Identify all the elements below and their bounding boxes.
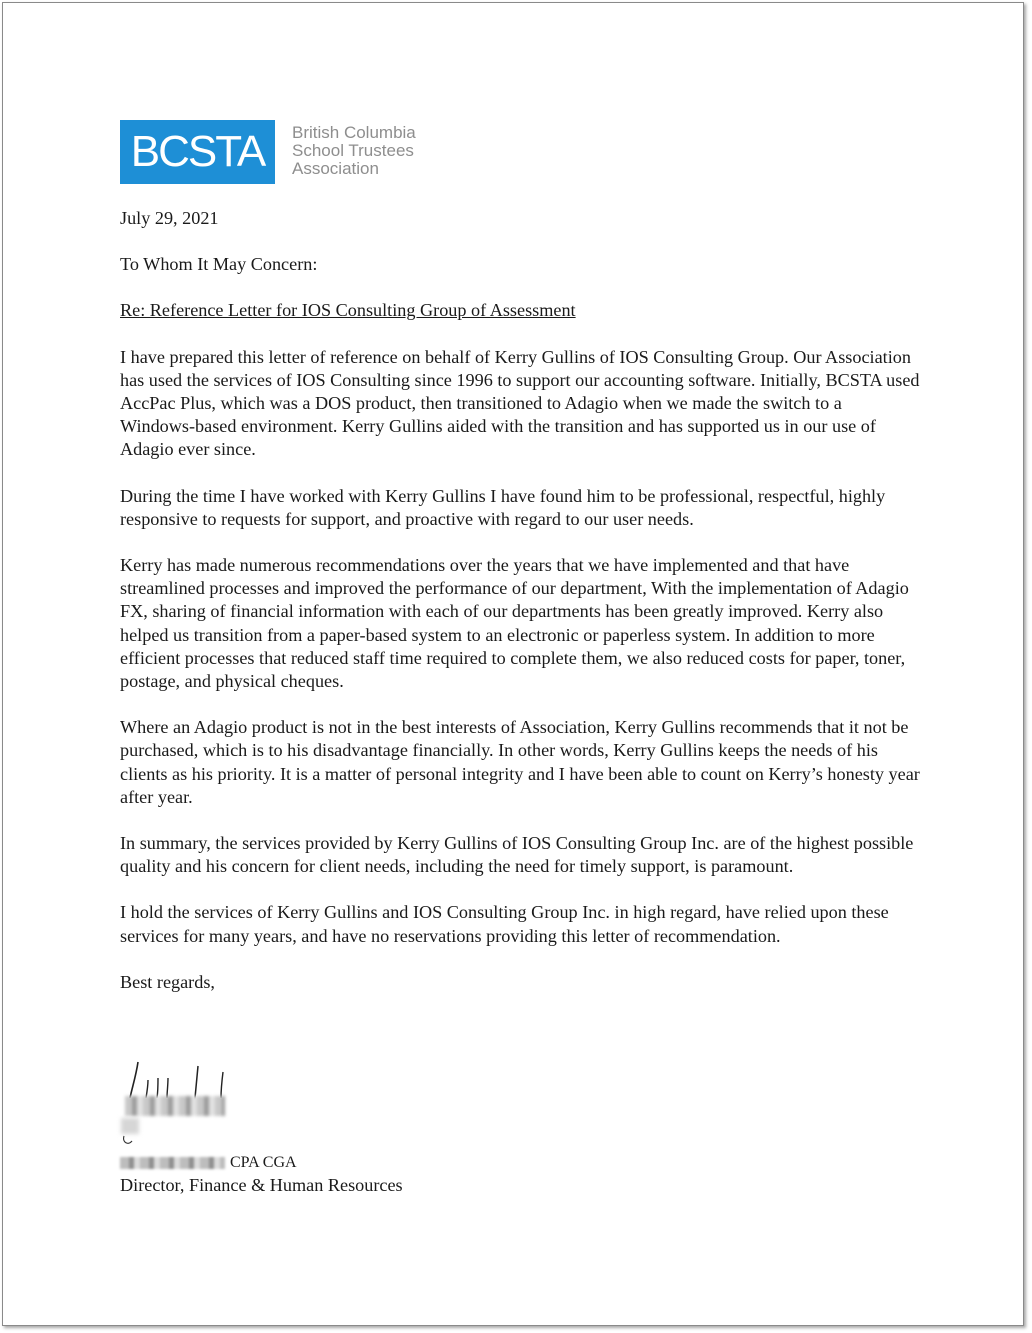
bcsta-logo — [120, 120, 275, 184]
body-paragraph: Kerry has made numerous recommendations over the years that we have implemented and that have streamlined processes and improved the performance of our department, With the implementation of Adagio FX, sharing of financial information with each of our departments has been greatly improved. Kerry also helped us transition from a paper-based system to an electronic or paperless system. In addition to more efficient processes that reduced staff time required to complete them, we also reduced costs for paper, toner, postage, and physical cheques. — [120, 555, 909, 692]
signer-credentials: CPA CGA — [230, 1154, 297, 1171]
signer-title: Director, Finance & Human Resources — [120, 1175, 403, 1195]
logo-name-line: British Columbia — [292, 123, 416, 142]
body-paragraph: Where an Adagio product is not in the best interests of Association, Kerry Gullins recommends that it not be purchased, which is to his disadvantage financially. In other words, Kerry Gullins keeps the needs of his clients as his priority. It is a matter of personal integrity and I have been able to count on Kerry’s honesty year after year. — [120, 717, 920, 807]
logo-name-line: Association — [292, 159, 379, 178]
body-paragraph: I have prepared this letter of reference on behalf of Kerry Gullins of IOS Consulting Group. Our Association has used the services of IOS Consulting since 1996 to support our accounting software. Initially, BCSTA used AccPac Plus, which was a DOS product, then transitioned to Adagio when we made the switch to a Windows-based environment. Kerry Gullins aided with the transition and has supported us in our use of Adagio ever since. — [120, 346, 920, 460]
salutation: To Whom It May Concern: — [120, 254, 318, 275]
logo-acronym: BCSTA — [130, 127, 265, 176]
redacted-name — [120, 1157, 225, 1169]
body-paragraph: I hold the services of Kerry Gullins and IOS Consulting Group Inc. in high regard, have relied upon these services for many years, and have no reservations providing this letter of recommendation. — [120, 902, 889, 946]
logo-name-line: School Trustees — [292, 141, 414, 160]
letter-date: July 29, 2021 — [120, 208, 219, 228]
letter-body — [120, 207, 920, 994]
body-paragraph: In summary, the services provided by Kerry Gullins of IOS Consulting Group Inc. are of the highest possible quality and his concern for client needs, including the need for timely support, is paramount. — [120, 833, 914, 877]
signer-name-line — [120, 1153, 297, 1173]
redacted-signature-mark — [121, 1118, 139, 1134]
logo-organization-name — [292, 124, 416, 178]
redacted-signature — [125, 1096, 225, 1116]
body-paragraph: During the time I have worked with Kerry Gullins I have found him to be professional, respectful, highly responsive to requests for support, and proactive with regard to our user needs. — [120, 485, 886, 529]
closing: Best regards, — [120, 971, 215, 992]
subject-line: Re: Reference Letter for IOS Consulting Group of Assessment — [120, 300, 576, 321]
